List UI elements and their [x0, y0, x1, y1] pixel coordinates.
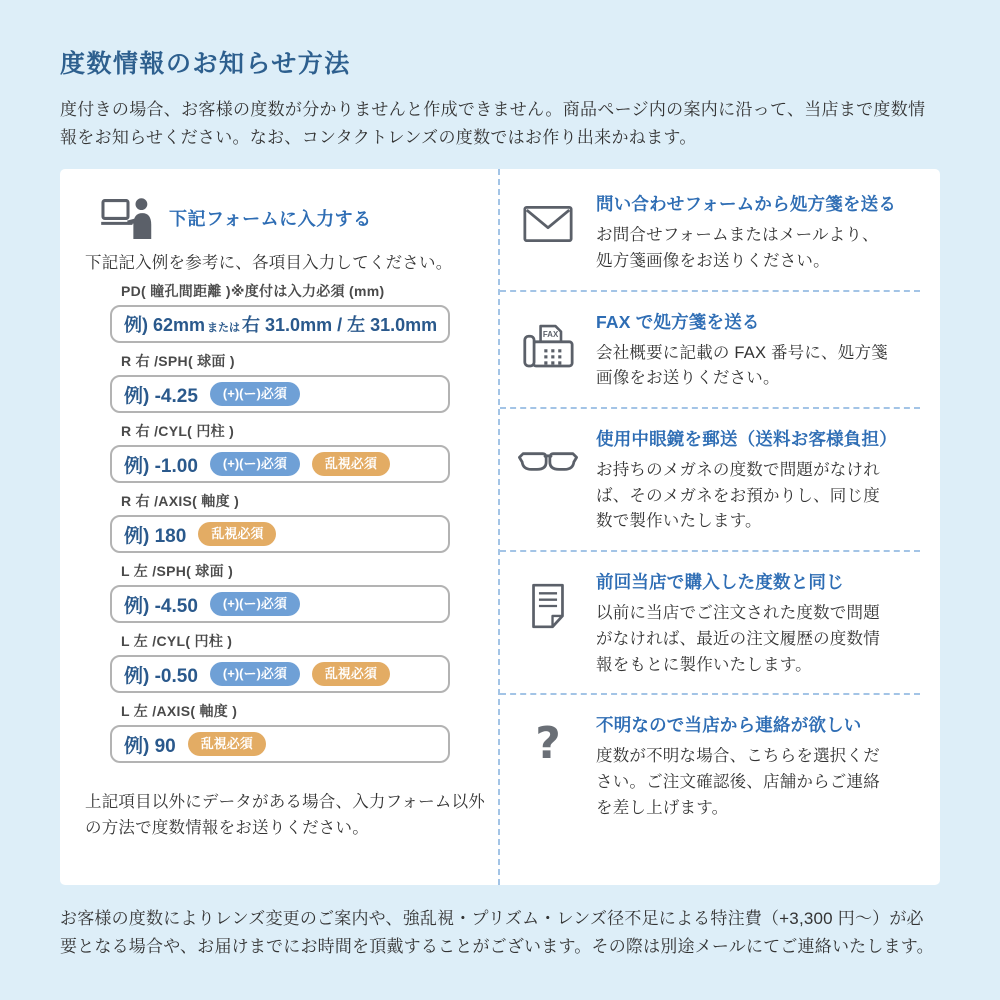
example-value: 例) -4.50: [124, 595, 198, 617]
example-value: 例) 180: [124, 525, 187, 547]
field-label: L 左 /CYL( 円柱 ): [121, 633, 233, 650]
field-label: R 右 /AXIS( 軸度 ): [121, 493, 240, 510]
example-input-box: [110, 655, 450, 693]
example-value: 例) -0.50: [124, 665, 198, 687]
example-value: 例) -1.00: [124, 455, 198, 477]
example-value: 例) 62mm または 右 31.0mm / 左 31.0mm: [124, 315, 438, 336]
method-body: 以前に当店でご注文された度数で問題がなければ、最近の注文履歴の度数情報をもとに製作いたします。: [596, 604, 880, 674]
badge-plus-minus-required: (+)(ー)必須: [210, 662, 300, 686]
badge-plus-minus-required: (+)(ー)必須: [210, 382, 300, 406]
dashed-divider: [500, 407, 920, 409]
form-field-r-cyl: [85, 423, 498, 483]
badge-astigmatism-required: 乱視必須: [188, 732, 266, 756]
method-title: 不明なので当店から連絡が欲しい: [596, 715, 862, 736]
form-field-l-sph: [85, 563, 498, 623]
method-item-mail-glasses: [500, 424, 920, 535]
envelope-icon: [500, 189, 596, 243]
form-instruction: 下記記入例を参考に、各項目入力してください。: [85, 254, 453, 273]
badge-plus-minus-required: (+)(ー)必須: [210, 452, 300, 476]
question-icon: [500, 710, 596, 770]
method-item-contact-form: [500, 189, 920, 274]
field-label: PD( 瞳孔間距離 )※度付は入力必須 (mm): [121, 283, 385, 300]
method-body: お持ちのメガネの度数で問題がなければ、そのメガネをお預かりし、同じ度数で製作いたします。: [596, 461, 880, 531]
example-input-box: [110, 375, 450, 413]
intro-text: 度付きの場合、お客様の度数が分かりませんと作成できません。商品ページ内の案内に沿って、当店まで度数情報をお知らせください。なお、コンタクトレンズの度数ではお作り出来かねます。: [60, 100, 926, 147]
person-at-computer-icon: [99, 197, 157, 239]
example-input-box: [110, 305, 450, 343]
method-item-unknown: [500, 710, 920, 821]
form-note: 上記項目以外にデータがある場合、入力フォーム以外の方法で度数情報をお送りください。: [85, 793, 485, 838]
fax-icon-label: FAX: [542, 329, 559, 339]
fax-icon: [500, 307, 596, 369]
example-or-text: または: [207, 322, 241, 335]
form-field-pd: [85, 283, 498, 343]
page-title: 度数情報のお知らせ方法: [60, 50, 351, 78]
example-value: 例) -4.25: [124, 385, 198, 407]
footer-note: お客様の度数によりレンズ変更のご案内や、強乱視・プリズム・レンズ径不足による特注費（+3,300 円～）が必要となる場合や、お届けまでにお時間を頂戴することがございます。その際は別途メールにてご連絡いたします。: [60, 909, 934, 956]
dashed-divider: [500, 693, 920, 695]
form-section: [60, 169, 500, 885]
example-value: 例) 90: [124, 735, 176, 757]
glasses-icon: [500, 424, 596, 474]
method-body: お問合せフォームまたはメールより、処方箋画像をお送りください。: [596, 226, 879, 270]
field-label: L 左 /AXIS( 軸度 ): [121, 703, 238, 720]
field-label: R 右 /CYL( 円柱 ): [121, 423, 235, 440]
content-panel: [60, 169, 940, 885]
badge-astigmatism-required: 乱視必須: [198, 522, 276, 546]
method-item-fax: [500, 307, 920, 392]
method-title: FAX で処方箋を送る: [596, 311, 760, 332]
form-field-r-axis: [85, 493, 498, 553]
form-field-l-cyl: [85, 633, 498, 693]
method-title: 問い合わせフォームから処方箋を送る: [596, 194, 897, 215]
document-icon: [500, 567, 596, 629]
field-label: R 右 /SPH( 球面 ): [121, 353, 235, 370]
dashed-divider: [500, 550, 920, 552]
methods-section: [500, 169, 940, 885]
method-title: 使用中眼鏡を郵送（送料お客様負担）: [596, 429, 897, 449]
method-title: 前回当店で購入した度数と同じ: [596, 572, 844, 593]
form-field-r-sph: [85, 353, 498, 413]
method-body: 会社概要に記載の FAX 番号に、処方箋画像をお送りください。: [596, 343, 888, 388]
form-section-header: [99, 197, 498, 239]
method-body: 度数が不明な場合、こちらを選択ください。ご注文確認後、店舗からご連絡を差し上げます。: [596, 747, 880, 817]
badge-plus-minus-required: (+)(ー)必須: [210, 592, 300, 616]
badge-astigmatism-required: 乱視必須: [312, 452, 390, 476]
example-input-box: [110, 445, 450, 483]
form-section-title: 下記フォームに入力する: [169, 209, 372, 230]
example-input-box: [110, 585, 450, 623]
form-field-l-axis: [85, 703, 498, 763]
dashed-divider: [500, 290, 920, 292]
example-input-box: [110, 725, 450, 763]
method-item-previous-order: [500, 567, 920, 678]
field-label: L 左 /SPH( 球面 ): [121, 563, 234, 580]
badge-astigmatism-required: 乱視必須: [312, 662, 390, 686]
example-input-box: [110, 515, 450, 553]
question-glyph: ?: [535, 718, 561, 770]
